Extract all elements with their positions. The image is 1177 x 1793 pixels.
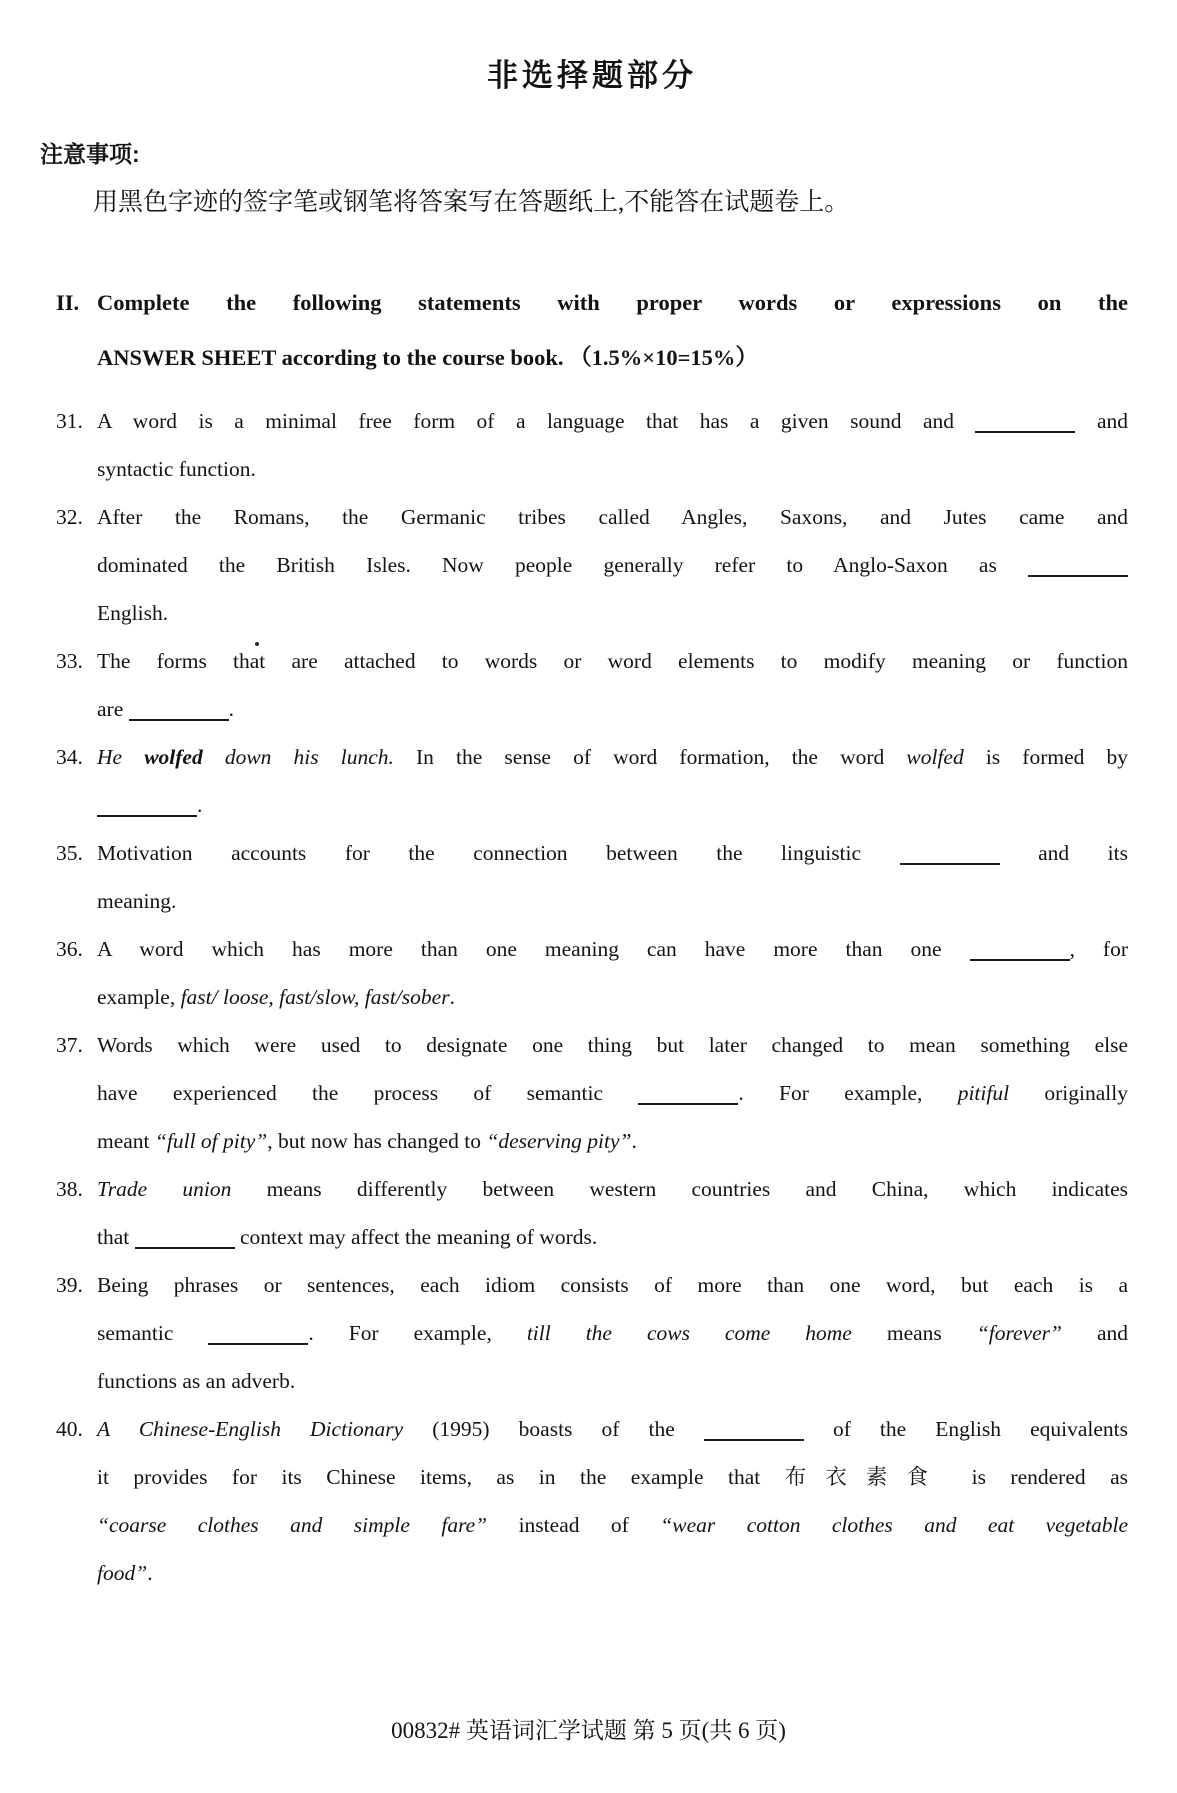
text-segment: Motivation accounts for the connection between the linguistic	[97, 841, 900, 865]
text-segment: and its	[999, 841, 1128, 865]
text-segment: and	[1075, 409, 1128, 433]
question-line	[97, 781, 1128, 829]
text-segment: After the Romans, the Germanic tribes called Angles, Saxons, and Jutes came and	[97, 505, 1128, 529]
text-segment: wolfed	[144, 745, 203, 769]
section-heading	[56, 275, 1128, 385]
question-line	[97, 1021, 1128, 1069]
answer-blank	[135, 1235, 235, 1249]
text-segment: “wear cotton clothes and eat vegetable	[660, 1513, 1129, 1537]
notes-label: 注意事项:	[40, 141, 140, 167]
text-segment: semantic	[97, 1321, 209, 1345]
question-content	[97, 1165, 1128, 1261]
text-segment: food”	[97, 1561, 148, 1585]
question-item	[56, 1405, 1128, 1597]
text-segment: “coarse clothes and simple fare”	[97, 1513, 488, 1537]
text-segment: In the sense of word formation, the word	[393, 745, 907, 769]
page-footer: 00832# 英语词汇学试题 第 5 页(共 6 页)	[391, 1718, 786, 1743]
question-number: 38.	[56, 1177, 83, 1201]
question-line	[97, 1213, 1128, 1261]
section-lines	[97, 275, 1128, 385]
text-segment: Trade union	[97, 1177, 232, 1201]
question-content	[97, 493, 1128, 637]
question-line	[97, 1357, 1128, 1405]
question-item	[56, 493, 1128, 637]
answer-blank	[970, 947, 1070, 961]
question-number: 34.	[56, 745, 83, 769]
answer-blank	[704, 1427, 804, 1441]
question-line	[97, 1549, 1128, 1597]
question-line	[97, 541, 1128, 589]
text-segment: , but now has changed to	[267, 1129, 487, 1153]
question-content	[97, 637, 1128, 733]
text-segment: “forever”	[976, 1321, 1062, 1345]
question-line	[97, 1069, 1128, 1117]
answer-blank	[638, 1091, 738, 1105]
section-line: Complete the following statements with proper words or expressions on the	[97, 290, 1128, 315]
question-line	[97, 589, 1128, 637]
text-segment: meaning.	[97, 889, 177, 913]
question-number: 40.	[56, 1417, 83, 1441]
question-line	[97, 925, 1128, 973]
question-line	[97, 877, 1128, 925]
text-segment: dominated the British Isles. Now people generally refer to Anglo-Saxon as	[97, 553, 1028, 577]
text-segment: functions as an adverb.	[97, 1369, 296, 1393]
question-line	[97, 445, 1128, 493]
question-number: 32.	[56, 505, 83, 529]
text-segment: of the English equivalents	[803, 1417, 1128, 1441]
text-segment: pitiful	[957, 1081, 1010, 1105]
text-segment: is formed by	[963, 745, 1128, 769]
text-segment: till the cows come home	[526, 1321, 852, 1345]
text-segment: . For example,	[308, 1321, 527, 1345]
question-line	[97, 1309, 1128, 1357]
section-line: ANSWER SHEET according to the course book. （1.5%×10=15%）	[97, 345, 758, 370]
question-number: 39.	[56, 1273, 83, 1297]
text-segment: are	[97, 697, 129, 721]
text-segment: , for	[1069, 937, 1128, 961]
answer-blank	[900, 851, 1000, 865]
answer-blank	[97, 803, 197, 817]
section-number: II.	[56, 290, 80, 315]
answer-blank	[1028, 563, 1128, 577]
text-segment: .	[197, 793, 203, 817]
text-segment: context may affect the meaning of words.	[234, 1225, 598, 1249]
text-segment: The forms that are attached to words or word elements to modify meaning or function	[97, 649, 1128, 673]
text-segment: instead of	[487, 1513, 661, 1537]
text-segment: . For example,	[738, 1081, 958, 1105]
text-segment: “full of pity”	[154, 1129, 268, 1153]
question-line	[97, 637, 1128, 685]
question-item	[56, 1261, 1128, 1405]
text-segment: syntactic function.	[97, 457, 256, 481]
text-segment: A word is a minimal free form of a language that has a given sound and	[97, 409, 976, 433]
text-segment: He	[97, 745, 145, 769]
text-segment: originally	[1009, 1081, 1128, 1105]
text-segment: and	[1061, 1321, 1128, 1345]
text-segment: “deserving pity”	[486, 1129, 632, 1153]
question-item	[56, 397, 1128, 493]
text-segment: down his lunch.	[202, 745, 394, 769]
question-line	[97, 1117, 1128, 1165]
question-number: 36.	[56, 937, 83, 961]
scan-artifact-dot	[255, 642, 259, 646]
text-segment: A word which has more than one meaning can have more than one	[97, 937, 970, 961]
notes-text: 用黑色字迹的签字笔或钢笔将答案写在答题纸上,不能答在试题卷上。	[93, 189, 850, 216]
question-number: 31.	[56, 409, 83, 433]
text-segment: Words which were used to designate one thing but later changed to mean something else	[97, 1033, 1128, 1057]
text-segment: A Chinese-English Dictionary	[97, 1417, 404, 1441]
question-item	[56, 925, 1128, 1021]
text-segment: meant	[97, 1129, 155, 1153]
question-content	[97, 1261, 1128, 1405]
answer-blank	[975, 419, 1075, 433]
text-segment: Being phrases or sentences, each idiom consists of more than one word, but each is a	[97, 1273, 1128, 1297]
text-segment: it provides for its Chinese items, as in the example that 布衣素食 is rendered as	[97, 1465, 1128, 1489]
answer-blank	[208, 1331, 308, 1345]
question-item	[56, 637, 1128, 733]
question-line	[97, 973, 1128, 1021]
question-content	[97, 733, 1128, 829]
question-content	[97, 397, 1128, 493]
question-content	[97, 1405, 1128, 1597]
question-line	[97, 1453, 1128, 1501]
question-line	[97, 1165, 1128, 1213]
text-segment: wolfed	[906, 745, 964, 769]
question-item	[56, 733, 1128, 829]
question-line	[97, 397, 1128, 445]
question-list	[56, 397, 1128, 1597]
question-item	[56, 1021, 1128, 1165]
text-segment: have experienced the process of semantic	[97, 1081, 639, 1105]
question-content	[97, 925, 1128, 1021]
text-segment: means	[851, 1321, 977, 1345]
question-line	[97, 1501, 1128, 1549]
text-segment: means differently between western countries and China, which indicates	[231, 1177, 1129, 1201]
page-title: 非选择题部分	[487, 58, 697, 93]
question-content	[97, 829, 1128, 925]
question-number: 35.	[56, 841, 83, 865]
text-segment: fast/ loose, fast/slow, fast/sober	[180, 985, 450, 1009]
question-number: 37.	[56, 1033, 83, 1057]
text-segment: English.	[97, 601, 169, 625]
question-line	[97, 493, 1128, 541]
text-segment: (1995) boasts of the	[403, 1417, 704, 1441]
text-segment: .	[631, 1129, 637, 1153]
question-item	[56, 1165, 1128, 1261]
question-line	[97, 829, 1128, 877]
text-segment: .	[147, 1561, 153, 1585]
text-segment: that	[97, 1225, 135, 1249]
question-line	[97, 1405, 1128, 1453]
text-segment: example,	[97, 985, 181, 1009]
question-item	[56, 829, 1128, 925]
question-number: 33.	[56, 649, 83, 673]
question-line	[97, 685, 1128, 733]
answer-blank	[129, 707, 229, 721]
question-line	[97, 733, 1128, 781]
text-segment: .	[449, 985, 455, 1009]
text-segment: .	[228, 697, 234, 721]
question-content	[97, 1021, 1128, 1165]
question-line	[97, 1261, 1128, 1309]
